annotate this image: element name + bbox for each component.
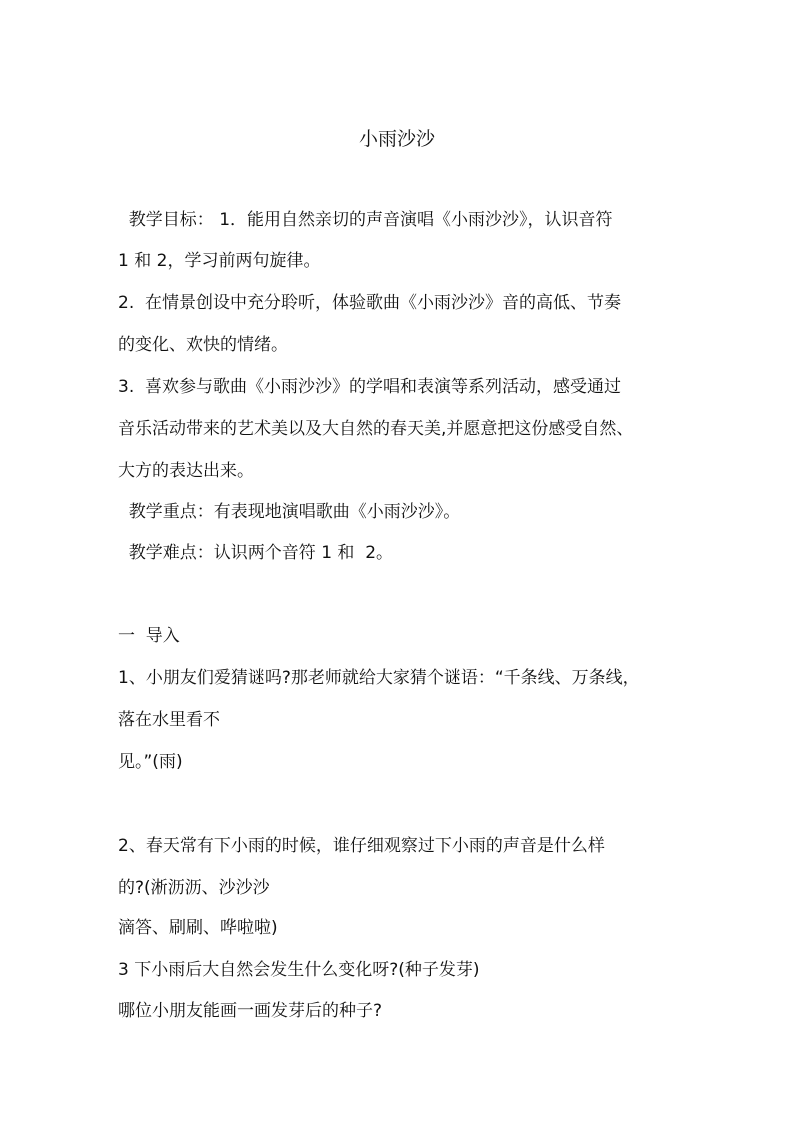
text-line-difficulty: 教学难点：认识两个音符 1 和 2。 [118,543,394,563]
text-line-rain-b: 的?(淅沥沥、沙沙沙 [118,878,270,898]
text-line-goal-3c: 大方的表达出来。 [118,461,254,481]
text-line-rain-c: 滴答、刷刷、哗啦啦) [118,918,278,938]
text-line-riddle-b: 落在水里看不 [118,710,220,730]
text-line-rain-a: 2、春天常有下小雨的时候，谁仔细观察过下小雨的声音是什么样 [118,836,605,856]
text-line-goal-2b: 的变化、欢快的情绪。 [118,335,288,355]
text-line-goal-2a: 2. 在情景创设中充分聆听，体验歌曲《小雨沙沙》音的高低、节奏 [118,293,622,313]
text-line-seed: 哪位小朋友能画一画发芽后的种子? [118,1001,383,1021]
text-line-goal-1a: 教学目标： 1．能用自然亲切的声音演唱《小雨沙沙》，认识音符 [118,210,613,230]
text-line-riddle-a: 1、小朋友们爱猜谜吗?那老师就给大家猜个谜语：“千条线、万条线， [118,668,640,688]
document-title: 小雨沙沙 [358,128,435,150]
text-line-nature: 3 下小雨后大自然会发生什么变化呀?(种子发芽) [118,960,480,980]
text-line-goal-3b: 音乐活动带来的艺术美以及大自然的春天美,并愿意把这份感受自然、 [118,419,634,439]
text-line-key-point: 教学重点：有表现地演唱歌曲《小雨沙沙》。 [118,502,461,522]
text-line-riddle-c: 见。”(雨) [118,752,183,772]
text-line-goal-3a: 3. 喜欢参与歌曲《小雨沙沙》的学唱和表演等系列活动，感受通过 [118,377,622,397]
section-heading-intro: 一 导入 [118,626,180,646]
text-line-goal-1b: 1 和 2，学习前两句旋律。 [118,251,321,271]
